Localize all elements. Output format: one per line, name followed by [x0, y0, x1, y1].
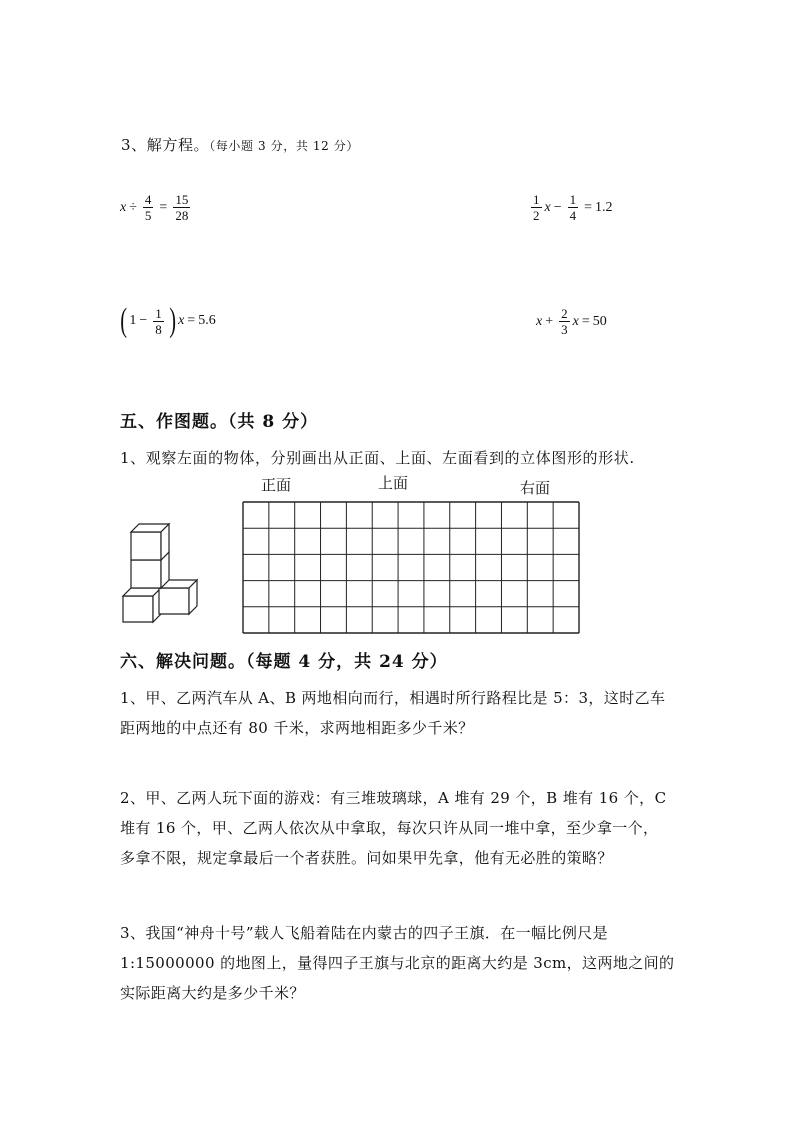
eq1-equals: =	[159, 199, 168, 215]
section6-question-3	[120, 918, 680, 1008]
eq3-var: x	[178, 313, 185, 328]
q3-line: 实际距离大约是多少千米？	[120, 984, 305, 1002]
eq3-one: 1	[129, 313, 137, 328]
eq3-fraction	[153, 306, 164, 337]
equation-2	[528, 192, 613, 223]
eq2-f1-num: 1	[533, 192, 540, 207]
eq2-fraction-1	[531, 192, 542, 223]
eq4-var2: x	[572, 313, 579, 329]
eq3-left-paren: (	[120, 302, 128, 339]
cube-front-face	[159, 588, 189, 614]
q1-line: 距两地的中点还有 80 千米，求两地相距多少千米？	[120, 719, 474, 737]
section5-question-1: 1、观察左面的物体，分别画出从正面、上面、左面看到的立体图形的形状.	[120, 449, 635, 467]
eq4-f-den: 3	[561, 322, 568, 337]
section3-title	[121, 134, 359, 155]
cube-front-face	[131, 532, 161, 560]
section6-question-1	[120, 683, 680, 743]
section6-heading: 六、解决问题。（每题 4 分，共 24 分）	[120, 652, 448, 672]
eq4-f-num: 2	[561, 306, 568, 321]
eq4-rhs: 50	[592, 313, 607, 329]
eq1-f2-num: 15	[175, 192, 189, 207]
q3-line: 3、我国“神舟十号”载人飞船着陆在内蒙古的四子王旗．在一幅比例尺是	[120, 924, 609, 942]
label-top: 上面	[378, 475, 409, 492]
eq1-fraction-2	[173, 192, 190, 223]
eq4-op: +	[545, 313, 554, 329]
eq2-equals: =	[584, 199, 593, 215]
eq3-rhs: 5.6	[198, 313, 216, 328]
eq3-right-paren: )	[169, 302, 176, 339]
section5-heading: 五、作图题。（共 8 分）	[120, 412, 319, 432]
eq2-f1-den: 2	[533, 208, 540, 223]
q3-line: 1:15000000 的地图上，量得四子王旗与北京的距离大约是 3cm，这两地之间的	[120, 954, 675, 972]
drawing-grid[interactable]	[242, 501, 580, 634]
section3-title-text: 3、解方程。	[121, 136, 210, 154]
equation-4	[536, 306, 607, 337]
eq1-var: x	[120, 199, 127, 215]
eq2-fraction-2	[568, 192, 579, 223]
eq1-f1-den: 5	[144, 208, 152, 223]
q2-line: 多拿不限，规定拿最后一个者获胜。问如果甲先拿，他有无必胜的策略？	[120, 849, 613, 867]
q2-line: 2、甲、乙两人玩下面的游戏：有三堆玻璃球，A 堆有 29 个，B 堆有 16 个，C	[120, 789, 667, 807]
label-right: 右面	[520, 480, 551, 497]
eq2-op: −	[553, 199, 562, 215]
eq1-op: ÷	[129, 199, 137, 215]
eq3-equals: =	[187, 313, 196, 328]
eq2-var: x	[544, 199, 551, 215]
eq2-rhs: 1.2	[595, 199, 613, 215]
q2-line: 堆有 16 个，甲、乙两人依次从中拿取，每次只许从同一堆中拿，至少拿一个，	[120, 819, 659, 837]
eq3-f-num: 1	[155, 305, 162, 321]
section3-note: （每小题 3 分，共 12 分）	[209, 139, 359, 153]
eq2-f2-num: 1	[569, 192, 577, 207]
cube-front-face	[123, 596, 153, 622]
eq1-f1-num: 4	[144, 192, 152, 207]
section6-question-2	[120, 783, 680, 873]
equation-1	[120, 192, 193, 223]
eq2-f2-den: 4	[569, 208, 577, 223]
q1-line: 1、甲、乙两汽车从 A、B 两地相向而行，相遇时所行路程比是 5：3，这时乙车	[120, 689, 666, 707]
equation-3	[118, 304, 216, 338]
eq4-fraction	[559, 306, 570, 337]
eq1-fraction-1	[143, 192, 154, 223]
cube-stack-illustration	[118, 518, 204, 624]
label-front: 正面	[261, 477, 292, 494]
eq1-f2-den: 28	[175, 208, 189, 223]
cube-front-face	[131, 560, 161, 588]
eq4-equals: =	[581, 313, 590, 329]
eq4-var1: x	[536, 313, 543, 329]
eq3-op: −	[139, 313, 148, 328]
eq3-f-den: 8	[155, 321, 162, 337]
